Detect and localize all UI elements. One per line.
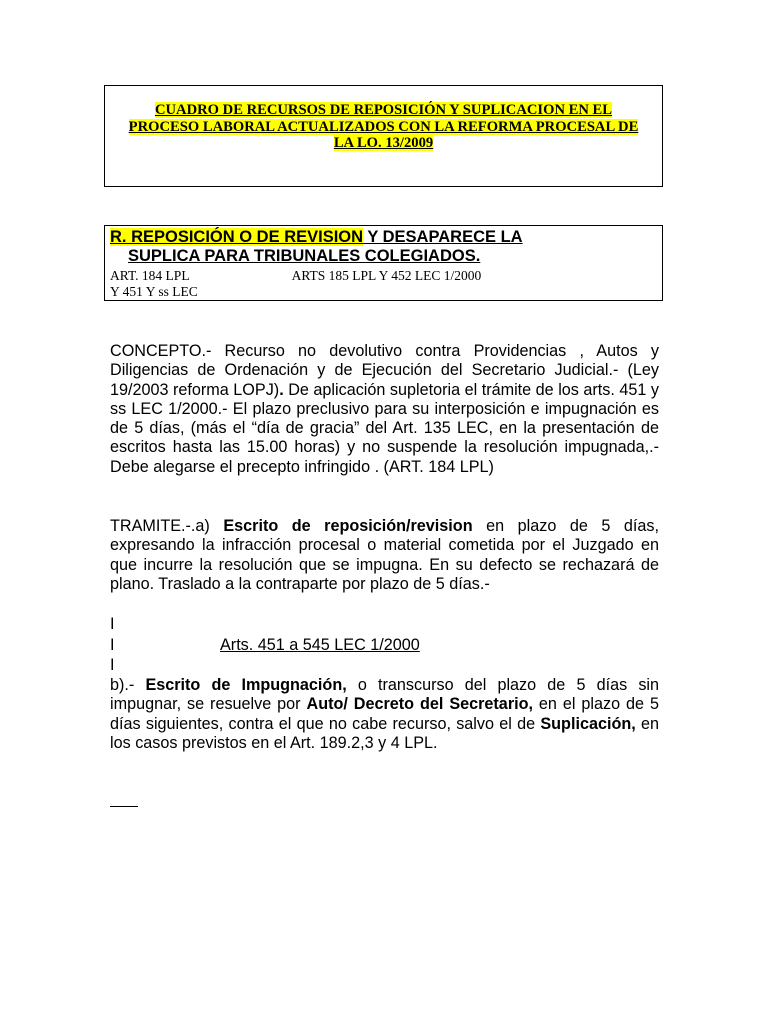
concepto-text-2: De aplicación supletoria el trámite de los arts. 451 y ss LEC 1/2000.- El plazo preclusivo para su interposición e impugnación es de 5 días, (más el “día de gracia” del Art. 135 LEC, en la presentación de escritos hasta las 15.00 horas) y no suspende la resolución impugnada,.- Debe alegarse el precepto infringido . (ART. 184 LPL) bbox=[110, 380, 660, 476]
paragraph-b-text-3: en los casos previstos en el Art. 189.2,3 y 4 LPL. bbox=[110, 714, 659, 752]
concepto-bold-dot: . bbox=[279, 380, 284, 399]
reposicion-box bbox=[104, 225, 663, 301]
reposicion-references bbox=[110, 268, 481, 300]
paragraph-b-text-2: en el plazo de 5 días siguientes, contra el que no cabe recurso, salvo el de bbox=[110, 695, 659, 733]
vertical-bar-2: I bbox=[110, 636, 115, 654]
concepto-text: CONCEPTO.- Recurso no devolutivo contra Providencias , Autos y Diligencias de Ordenación y de Ejecución del Secretario Judicial.- (Ley 19/2003 reforma LOPJ) bbox=[110, 342, 659, 399]
reposicion-heading bbox=[110, 228, 523, 266]
tramite-prefix: TRAMITE.-.a) bbox=[110, 517, 224, 535]
reposicion-heading-line2: SUPLICA PARA TRIBUNALES COLEGIADOS. bbox=[128, 247, 481, 265]
concepto-paragraph bbox=[110, 342, 659, 477]
arts-reference: Arts. 451 a 545 LEC 1/2000 bbox=[220, 636, 420, 654]
title-box bbox=[104, 85, 663, 187]
tramite-paragraph bbox=[110, 517, 659, 594]
title-line-3: LA LO. 13/2009 bbox=[333, 135, 434, 151]
paragraph-b-prefix: b).- bbox=[110, 676, 146, 694]
ref-arts-185: ARTS 185 LPL Y 452 LEC 1/2000 bbox=[291, 268, 482, 283]
separator-line bbox=[110, 806, 138, 807]
tramite-bold: Escrito de reposición/revision bbox=[223, 517, 473, 535]
ref-art-451: Y 451 Y ss LEC bbox=[110, 284, 198, 299]
vertical-bar-3: I bbox=[110, 656, 115, 674]
paragraph-b bbox=[110, 676, 659, 753]
title-line-2: PROCESO LABORAL ACTUALIZADOS CON LA REFORMA PROCESAL DE bbox=[128, 118, 639, 135]
title-line-1: CUADRO DE RECURSOS DE REPOSICIÓN Y SUPLICACION EN EL bbox=[154, 102, 613, 118]
vertical-bar-1: I bbox=[110, 615, 115, 633]
tramite-text: en plazo de 5 días, expresando la infracción procesal o material cometida por el Juzgado en que incurre la resolución que se impugna. En su defecto se rechazará de plano. Traslado a la contraparte por plazo de 5 días.- bbox=[110, 517, 659, 593]
document-title bbox=[105, 102, 662, 152]
paragraph-b-bold-3: Suplicación, bbox=[540, 714, 636, 733]
paragraph-b-bold-2: Auto/ Decreto del Secretario, bbox=[306, 695, 533, 714]
paragraph-b-bold-1: Escrito de Impugnación, bbox=[145, 676, 347, 694]
ref-art-184: ART. 184 LPL bbox=[110, 268, 190, 283]
paragraph-b-text-1: o transcurso del plazo de 5 días sin impugnar, se resuelve por bbox=[110, 676, 660, 714]
reposicion-heading-highlight: R. REPOSICIÓN O DE REVISION bbox=[110, 228, 364, 246]
reposicion-heading-rest: Y DESAPARECE LA bbox=[363, 228, 523, 246]
